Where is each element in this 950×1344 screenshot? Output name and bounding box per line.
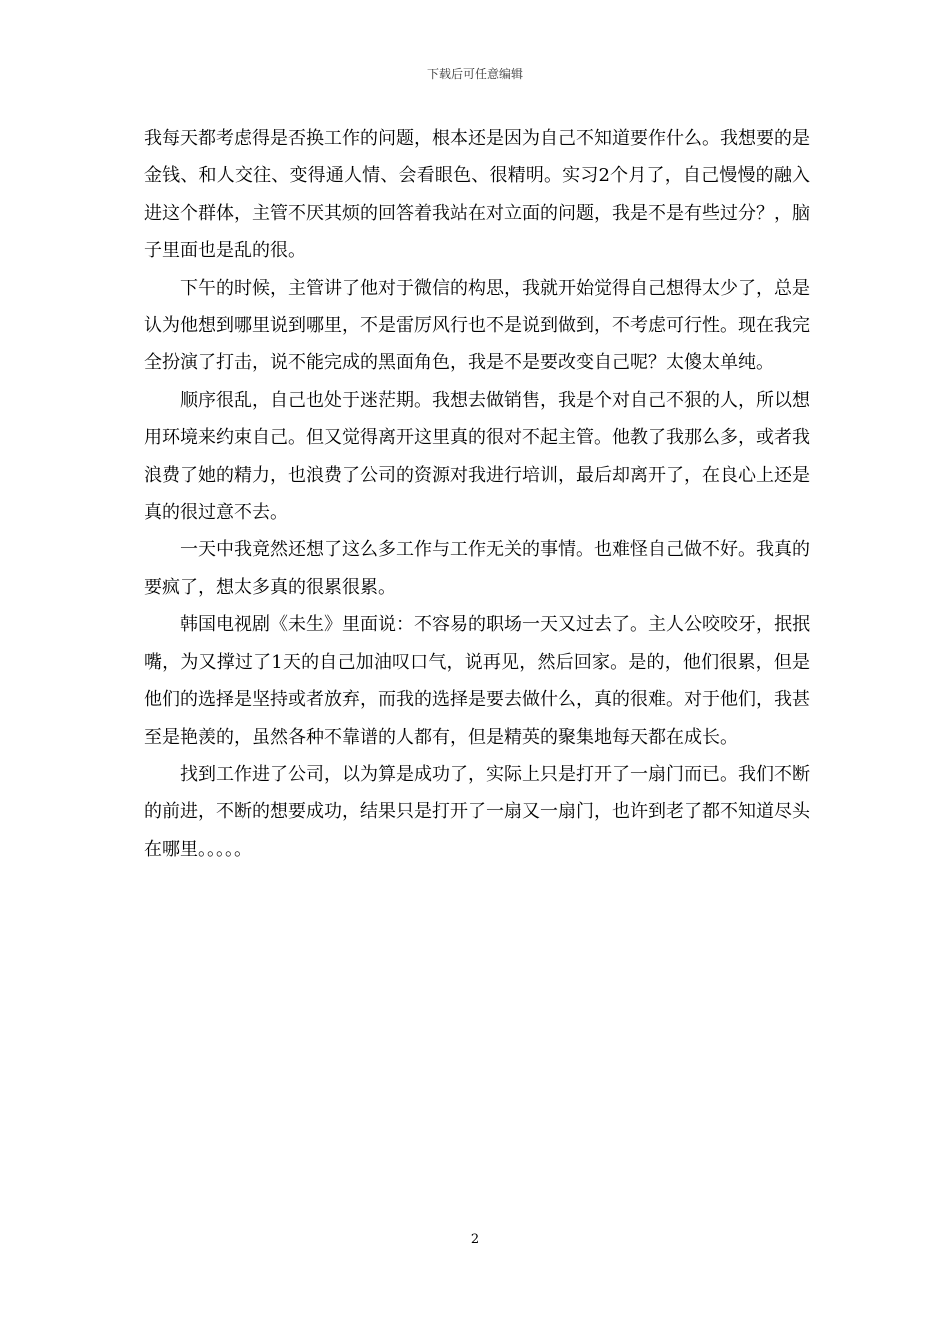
paragraph-2: 下午的时候，主管讲了他对于微信的构思，我就开始觉得自己想得太少了，总是认为他想到哪里说到哪里，不是雷厉风行也不是说到做到，不考虑可行性。现在我完全扮演了打击，说不能完成的黑面角色，我是不是要改变自己呢？太傻太单纯。 [144,277,810,374]
page-number: 2 [470,1232,480,1247]
paragraph-4: 一天中我竟然还想了这么多工作与工作无关的事情。也难怪自己做不好。我真的要疯了，想太多真的很累很累。 [144,539,810,598]
paragraph-3: 顺序很乱，自己也处于迷茫期。我想去做销售，我是个对自己不狠的人，所以想用环境来约束自己。但又觉得离开这里真的很对不起主管。他教了我那么多，或者我浪费了她的精力，也浪费了公司的资源对我进行培训，最后却离开了，在良心上还是真的很过意不去。 [144,389,810,524]
document-body [144,120,810,868]
page-header: 下载后可任意编辑 [426,67,523,81]
paragraph-5: 韩国电视剧《未生》里面说：不容易的职场一天又过去了。主人公咬咬牙，抿抿嘴，为又撑过了1天的自己加油叹口气，说再见，然后回家。是的，他们很累，但是他们的选择是坚持或者放弃，而我的选择是要去做什么，真的很难。对于他们，我甚至是艳羡的，虽然各种不靠谱的人都有，但是精英的聚集地每天都在成长。 [144,614,810,748]
paragraph-6: 找到工作进了公司，以为算是成功了，实际上只是打开了一扇门而已。我们不断的前进，不断的想要成功，结果只是打开了一扇又一扇门，也许到老了都不知道尽头在哪里。。。。。 [144,763,810,860]
paragraph-1: 我每天都考虑得是否换工作的问题，根本还是因为自己不知道要作什么。我想要的是金钱、和人交往、变得通人情、会看眼色、很精明。实习2个月了，自己慢慢的融入进这个群体，主管不厌其烦的回答着我站在对立面的问题，我是不是有些过分？，脑子里面也是乱的很。 [144,128,810,262]
